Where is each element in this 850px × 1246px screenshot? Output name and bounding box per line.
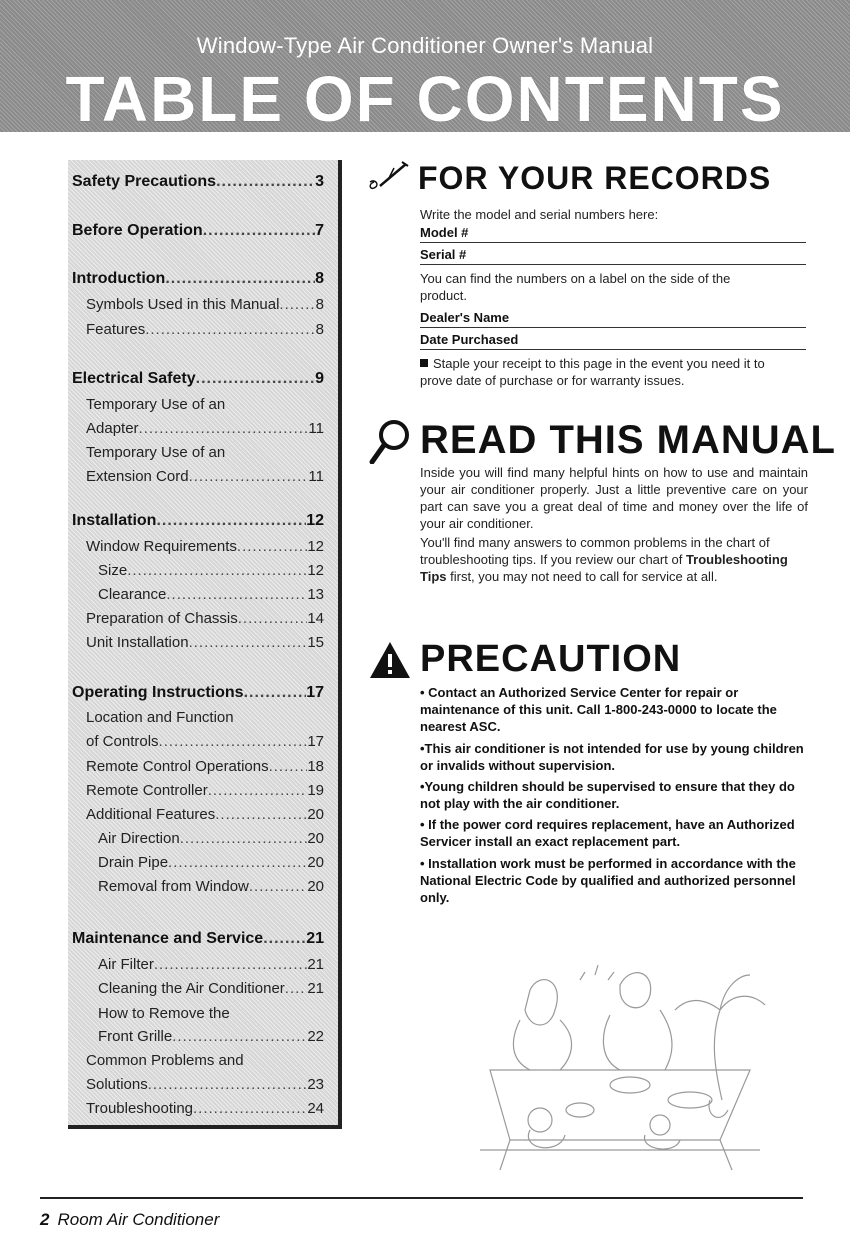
toc-entry-clearance[interactable] — [98, 586, 324, 603]
toc-entry-air-direction[interactable] — [98, 830, 324, 847]
toc-page: 23 — [307, 1076, 324, 1093]
toc-entry-chassis[interactable] — [86, 610, 324, 627]
toc-entry-installation[interactable] — [72, 512, 324, 530]
toc-label: Symbols Used in this Manual — [86, 296, 280, 313]
toc-page: 22 — [307, 1028, 324, 1045]
precaution-item: • If the power cord requires replacement, have an Authorized Servicer install an exact replacement part. — [420, 817, 795, 849]
toc-entry-removal[interactable] — [98, 878, 324, 895]
toc-page: 20 — [307, 830, 324, 847]
toc-entry-solutions[interactable] — [86, 1076, 324, 1093]
toc-entry-features[interactable] — [86, 321, 324, 338]
toc-page: 19 — [307, 782, 324, 799]
toc-label: Clearance — [98, 586, 167, 603]
toc-label: Adapter — [86, 420, 139, 437]
toc-page: 21 — [307, 956, 324, 973]
toc-label: Additional Features — [86, 806, 216, 823]
toc-label: Remote Control Operations — [86, 758, 269, 775]
toc-page: 13 — [307, 586, 324, 603]
pen-check-icon — [366, 160, 414, 196]
toc-page: 20 — [307, 854, 324, 871]
toc-label: Extension Cord — [86, 468, 189, 485]
precaution-title: PRECAUTION — [420, 638, 682, 680]
toc-entry-extension-cord[interactable] — [86, 468, 324, 485]
page-footer — [40, 1210, 219, 1230]
toc-entry-introduction[interactable] — [72, 270, 324, 288]
toc-entry-electrical[interactable] — [72, 370, 324, 388]
warning-triangle-icon — [368, 640, 412, 680]
toc-label: Preparation of Chassis — [86, 610, 238, 627]
precaution-item: •This air conditioner is not intended for use by young children or invalids without supervision. — [420, 741, 804, 773]
toc-label: Safety Precautions — [72, 173, 217, 190]
toc-entry-remote-ops[interactable] — [86, 758, 324, 775]
picnic-illustration — [470, 950, 770, 1180]
toc-label: Temporary Use of an — [86, 444, 226, 461]
page-title: TABLE OF CONTENTS — [65, 63, 785, 135]
precaution-item: • Contact an Authorized Service Center for repair or maintenance of this unit. Call 1-800-243-0000 to locate the nearest ASC. — [420, 685, 777, 734]
toc-label: Front Grille — [98, 1028, 173, 1045]
toc-page: 15 — [307, 634, 324, 651]
toc-label: Cleaning the Air Conditioner — [98, 980, 285, 997]
toc-page: 20 — [307, 878, 324, 895]
toc-label: Electrical Safety — [72, 370, 196, 387]
toc-entry-additional[interactable] — [86, 806, 324, 823]
toc-entry-air-filter[interactable] — [98, 956, 324, 973]
toc-label: Air Filter — [98, 956, 154, 973]
toc-label: Removal from Window — [98, 878, 249, 895]
toc-label: Unit Installation — [86, 634, 189, 651]
toc-label: Window Requirements — [86, 538, 237, 555]
toc-shadow — [338, 160, 342, 1129]
toc-page: 9 — [315, 370, 324, 387]
staple-text: Staple your receipt to this page in the event you need it to prove date of purchase or for warranty issues. — [420, 356, 765, 388]
header-banner — [0, 0, 850, 135]
toc-page: 3 — [315, 173, 324, 190]
toc-label: Installation — [72, 512, 157, 529]
toc-label: Location and Function — [86, 709, 234, 726]
toc-entry-size[interactable] — [98, 562, 324, 579]
toc-entry-maintenance[interactable] — [72, 930, 324, 948]
toc-label: Common Problems and — [86, 1052, 244, 1069]
manual-paragraph-1: Inside you will find many helpful hints on how to use and maintain your air conditioner properly. Just a little preventive care on your part can save you a great deal of time and money over the life of your air conditioner. — [420, 465, 808, 531]
toc-page: 12 — [307, 562, 324, 579]
date-purchased-field[interactable]: Date Purchased — [420, 332, 806, 350]
records-intro: Write the model and serial numbers here: — [420, 207, 659, 222]
toc-page: 7 — [315, 222, 324, 239]
toc-label: Operating Instructions — [72, 684, 244, 701]
toc-page: 18 — [307, 758, 324, 775]
toc-page: 11 — [308, 468, 324, 485]
toc-entry-adapter[interactable] — [86, 420, 324, 437]
dealer-name-field[interactable]: Dealer's Name — [420, 310, 806, 328]
toc-page: 14 — [307, 610, 324, 627]
toc-entry-operating[interactable] — [72, 684, 324, 702]
manual-subtitle: Window-Type Air Conditioner Owner's Manual — [196, 33, 654, 58]
records-find-text: You can find the numbers on a label on the side of the product. — [420, 271, 731, 303]
toc-label: How to Remove the — [98, 1005, 230, 1022]
toc-entry-remote-controller[interactable] — [86, 782, 324, 799]
toc-page: 21 — [307, 980, 324, 997]
toc-label: Remote Controller — [86, 782, 208, 799]
toc-label: Drain Pipe — [98, 854, 169, 871]
toc-page: 8 — [315, 296, 324, 313]
precaution-item: •Young children should be supervised to ensure that they do not play with the air conditioner. — [420, 779, 795, 811]
serial-number-field[interactable]: Serial # — [420, 247, 806, 265]
toc-entry-symbols[interactable] — [86, 296, 324, 313]
toc-shadow — [68, 1125, 342, 1129]
toc-page: 12 — [306, 512, 324, 529]
toc-page: 20 — [307, 806, 324, 823]
footer-title: Room Air Conditioner — [57, 1210, 220, 1229]
toc-page: 8 — [315, 270, 324, 287]
toc-label: Size — [98, 562, 128, 579]
toc-entry-controls[interactable] — [86, 733, 324, 750]
toc-page: 17 — [306, 684, 324, 701]
toc-page: 21 — [306, 930, 324, 947]
manual-text: first, you may not need to call for service at all. — [446, 569, 718, 584]
staple-note — [420, 355, 800, 389]
toc-label: Solutions — [86, 1076, 148, 1093]
toc-label: Before Operation — [72, 222, 203, 239]
toc-page: 12 — [307, 538, 324, 555]
troubleshooting-tips-bold: Troubleshooting Tips — [420, 552, 788, 584]
toc-entry-drain-pipe[interactable] — [98, 854, 324, 871]
footer-rule — [40, 1197, 803, 1199]
bullet-square-icon — [420, 359, 428, 367]
toc-entry-cleaning[interactable] — [98, 980, 324, 997]
page-number: 2 — [40, 1210, 50, 1229]
toc-page: 8 — [315, 321, 324, 338]
toc-page: 24 — [307, 1100, 324, 1117]
toc-label: Temporary Use of an — [86, 396, 226, 413]
toc-entry-before[interactable] — [72, 222, 324, 240]
model-number-field[interactable]: Model # — [420, 225, 806, 243]
toc-entry-troubleshooting[interactable] — [86, 1100, 324, 1117]
magnifier-icon — [368, 418, 410, 464]
toc-label: Maintenance and Service — [72, 930, 264, 947]
manual-text: You'll find many answers to common problems in the chart of troubleshooting tips. If you review our chart of — [420, 535, 770, 567]
toc-entry-safety[interactable] — [72, 173, 324, 191]
toc-page: 11 — [308, 420, 324, 437]
toc-label: Air Direction — [98, 830, 180, 847]
toc-page: 17 — [307, 733, 324, 750]
toc-label: Introduction — [72, 270, 166, 287]
toc-entry-front-grille[interactable] — [98, 1028, 324, 1045]
toc-label: of Controls — [86, 733, 159, 750]
manual-paragraph-2 — [420, 534, 808, 585]
toc-entry-unit-installation[interactable] — [86, 634, 324, 651]
precaution-item: • Installation work must be performed in accordance with the National Electric Code by qualified and authorized personnel only. — [420, 856, 796, 905]
manual-title: READ THIS MANUAL — [420, 418, 836, 462]
toc-label: Troubleshooting — [86, 1100, 194, 1117]
records-title: FOR YOUR RECORDS — [418, 160, 772, 196]
toc-entry-window-requirements[interactable] — [86, 538, 324, 555]
toc-label: Features — [86, 321, 146, 338]
